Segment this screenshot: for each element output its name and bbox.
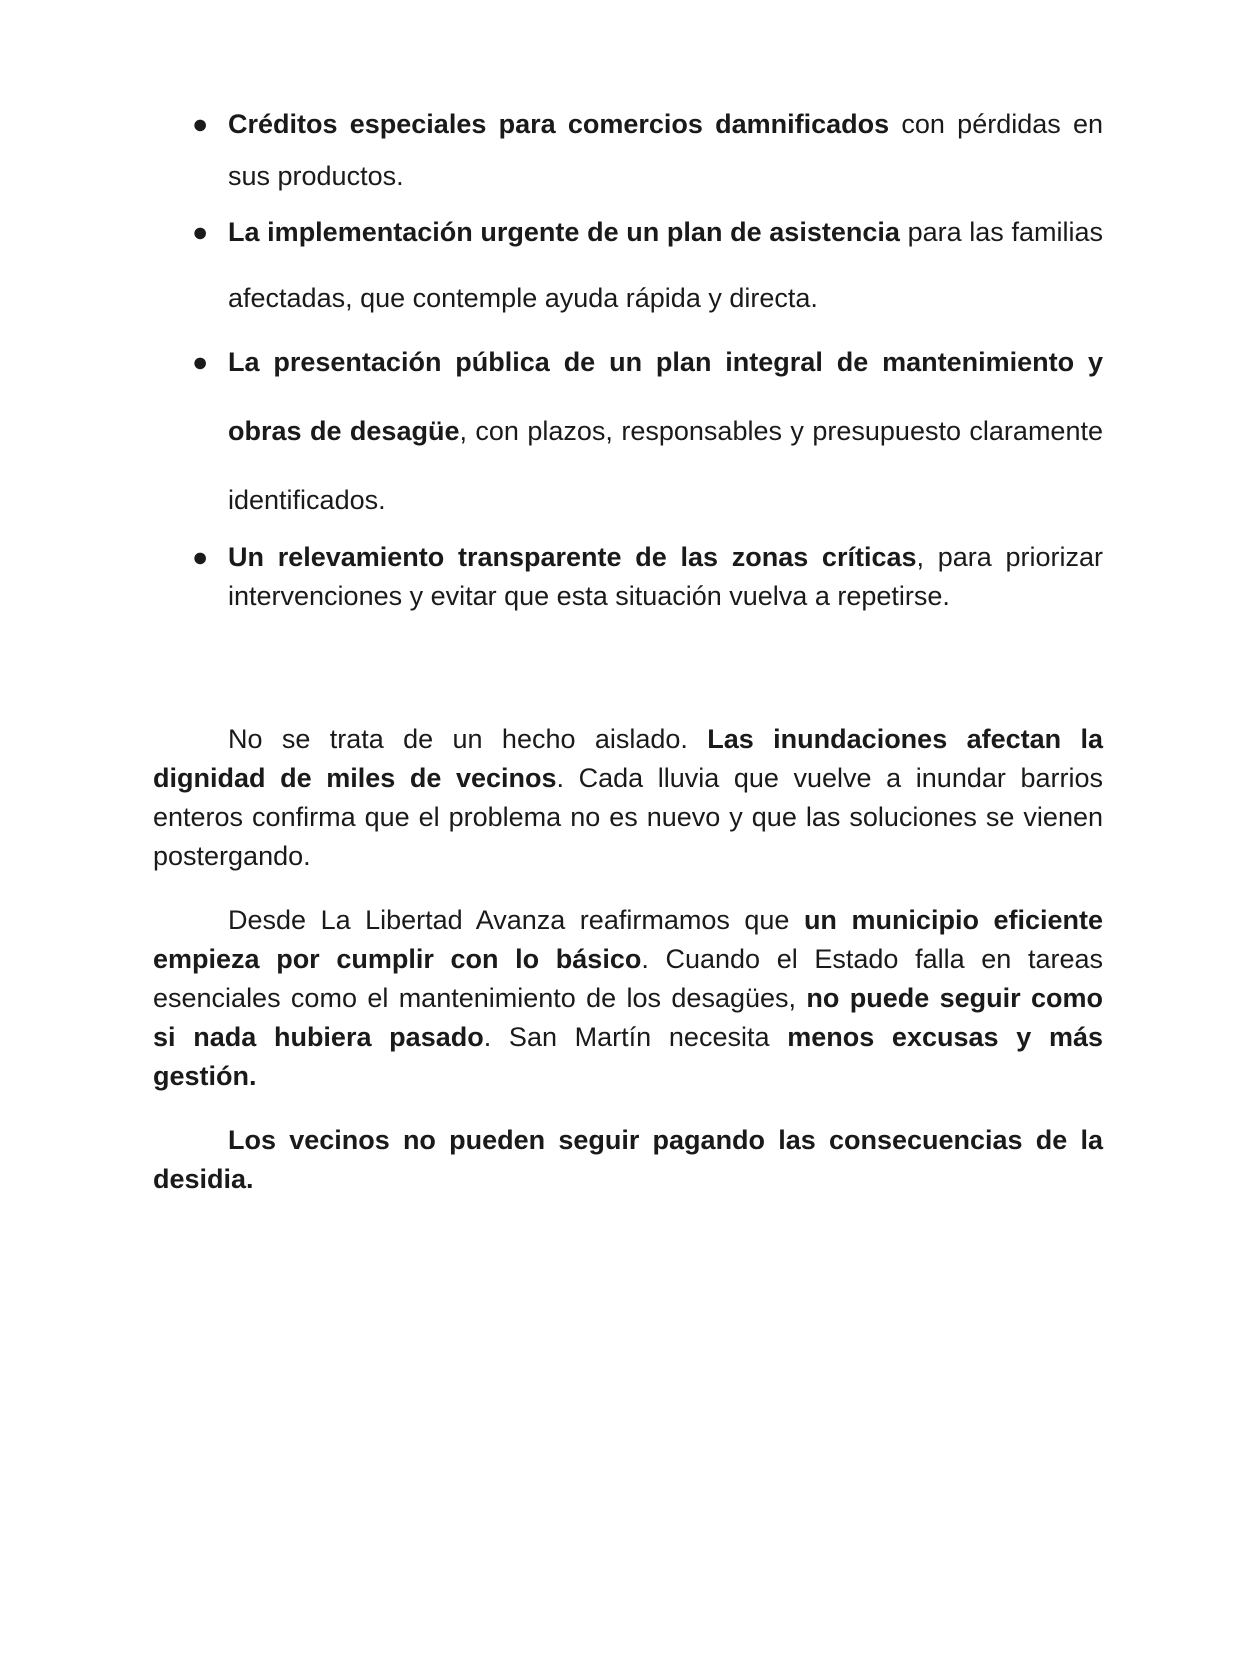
paragraph-bold-text: no puede seguir como si nada hubiera pasado bbox=[153, 983, 1103, 1052]
bullet-bold-text: La implementación urgente de un plan de asistencia bbox=[228, 217, 900, 247]
bullet-icon: ● bbox=[192, 217, 209, 247]
list-item bbox=[192, 538, 1103, 616]
list-item bbox=[192, 328, 1103, 535]
list-item bbox=[192, 199, 1103, 331]
bullet-text: , para priorizar intervenciones y evitar que esta situación vuelva a repetirse. bbox=[228, 542, 1103, 611]
bullet-icon: ● bbox=[192, 347, 209, 377]
bullet-text: para las familias afectadas, que contemple ayuda rápida y directa. bbox=[228, 217, 1103, 313]
paragraph-text: No se trata de un hecho aislado. bbox=[228, 724, 708, 754]
bullet-text: , con plazos, responsables y presupuesto claramente identificados. bbox=[228, 416, 1103, 515]
paragraph-position bbox=[153, 901, 1103, 1096]
bullet-bold-text: Créditos especiales para comercios damnificados bbox=[228, 109, 890, 139]
paragraph-bold-text: Las inundaciones afectan la dignidad de miles de vecinos bbox=[153, 724, 1103, 793]
paragraph-text: . San Martín necesita bbox=[483, 1022, 788, 1052]
paragraph-bold-text: menos excusas y más gestión. bbox=[153, 1022, 1103, 1091]
list-item bbox=[192, 98, 1104, 202]
paragraph-bold-text: un municipio eficiente empieza por cumplir con lo básico bbox=[153, 905, 1104, 974]
bullet-bold-text: La presentación pública de un plan integral de mantenimiento y obras de desagüe bbox=[228, 347, 1103, 446]
paragraph-text: Desde La Libertad Avanza reafirmamos que bbox=[228, 905, 804, 935]
bullet-icon: ● bbox=[192, 109, 209, 139]
bullet-bold-text: Un relevamiento transparente de las zonas críticas bbox=[228, 542, 917, 572]
paragraph-conclusion bbox=[153, 1121, 1103, 1199]
paragraph-context bbox=[153, 720, 1103, 876]
bullet-icon: ● bbox=[192, 542, 209, 572]
paragraph-bold-text: Los vecinos no pueden seguir pagando las consecuencias de la desidia. bbox=[153, 1125, 1103, 1194]
paragraph-text: . Cada lluvia que vuelve a inundar barrios enteros confirma que el problema no es nuevo y que las soluciones se vienen postergando. bbox=[153, 763, 1103, 871]
paragraph-text: . Cuando el Estado falla en tareas esenciales como el mantenimiento de los desagües, bbox=[153, 944, 1103, 1013]
bullet-text: con pérdidas en sus productos. bbox=[228, 109, 1104, 191]
